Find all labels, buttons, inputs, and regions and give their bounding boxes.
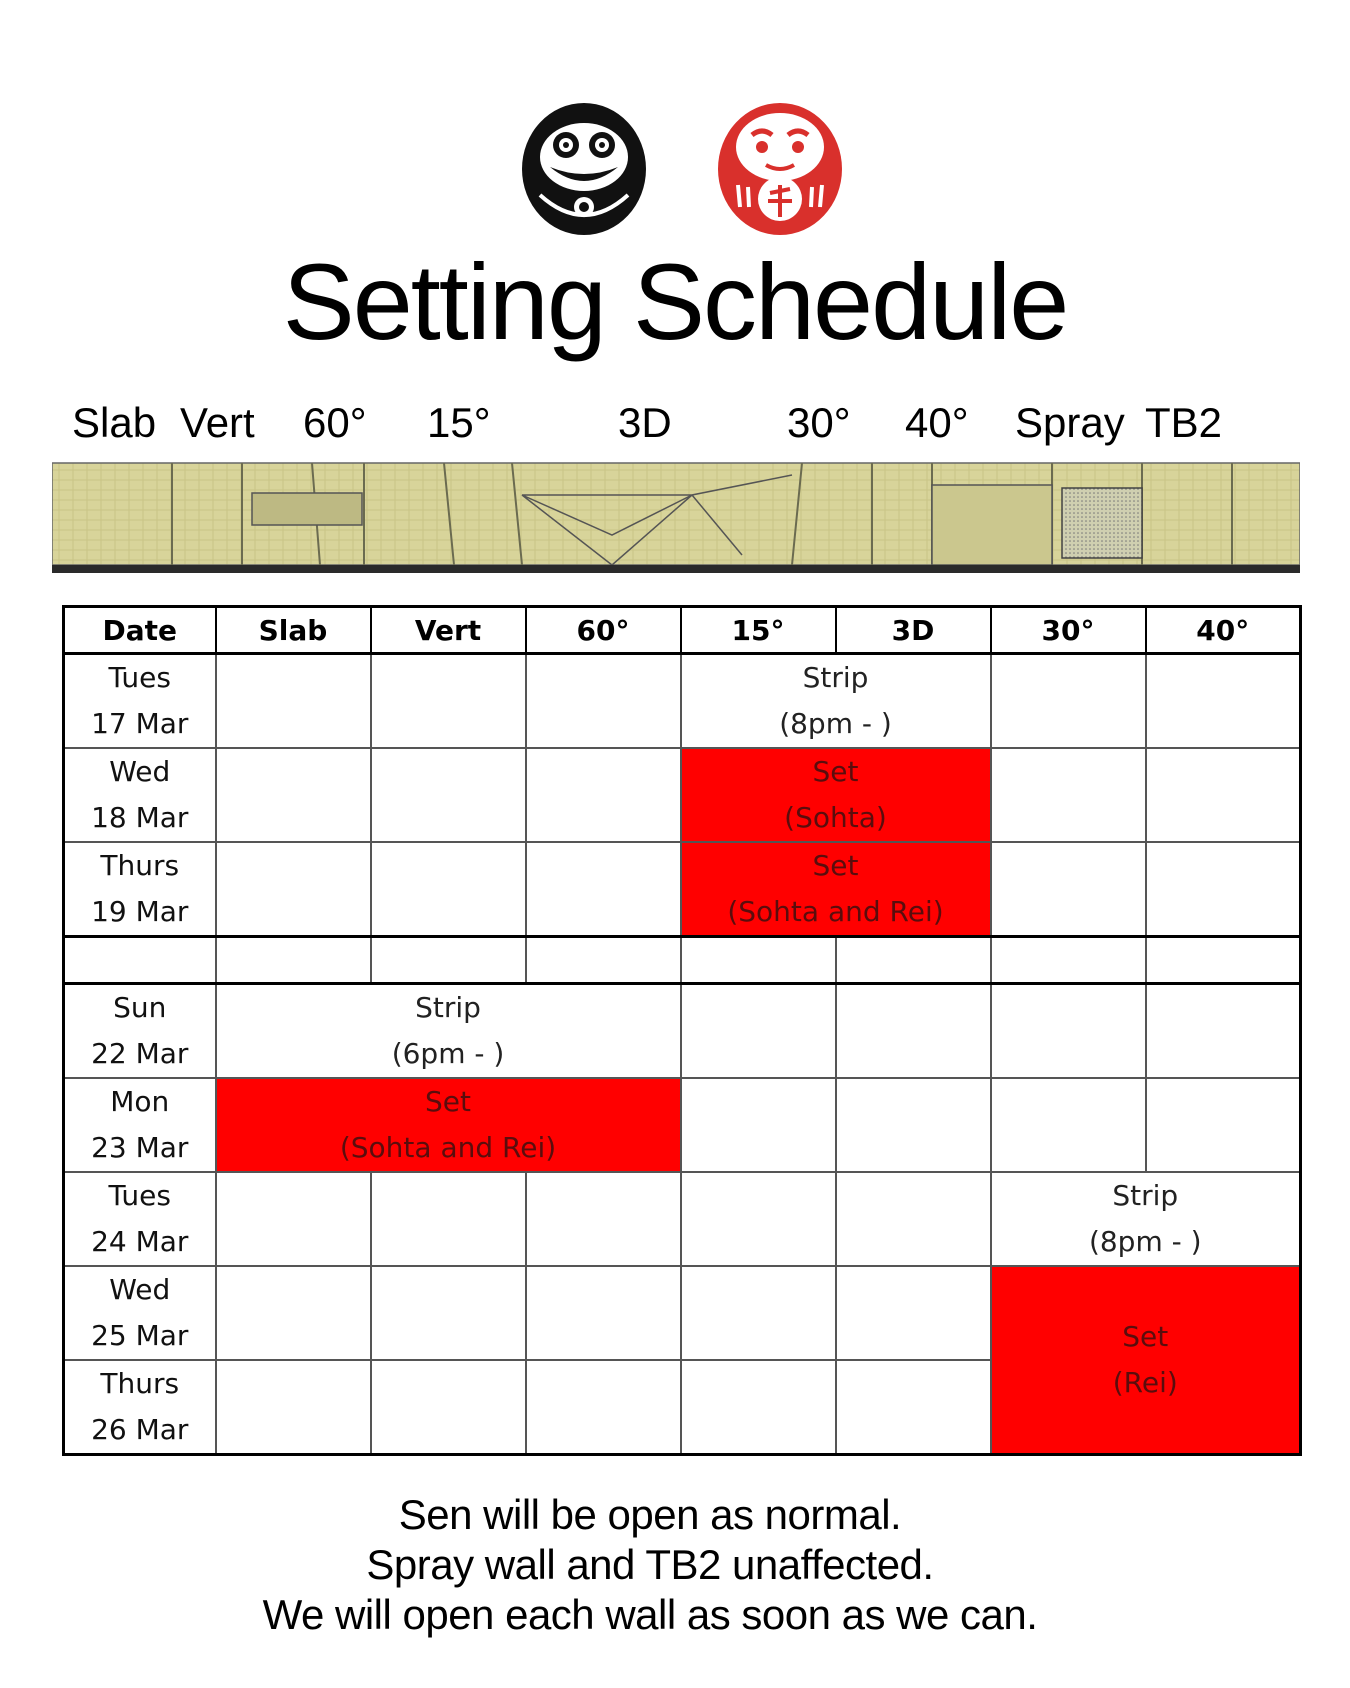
date-cell (64, 842, 216, 937)
footer-line: We will open each wall as soon as we can. (262, 1591, 1038, 1638)
date-day: Tues (108, 661, 171, 694)
empty-cell (836, 984, 991, 1079)
set-cell (681, 842, 991, 937)
event-detail: (8pm - ) (779, 707, 892, 740)
empty-cell (526, 1360, 681, 1455)
wall-label-30: 30° (787, 399, 851, 446)
empty-cell (526, 654, 681, 749)
wall-labels (0, 399, 1350, 452)
daruma-red-icon (718, 103, 842, 235)
wall-label-tb2: TB2 (1145, 399, 1223, 446)
date-cell (64, 748, 216, 842)
page-title: Setting Schedule (282, 241, 1068, 362)
empty-cell (836, 937, 991, 984)
empty-cell (526, 1266, 681, 1360)
empty-cell (836, 1266, 991, 1360)
footer-line: Sen will be open as normal. (398, 1491, 902, 1538)
event-detail: (Rei) (1112, 1366, 1178, 1399)
empty-cell (1146, 654, 1301, 749)
empty-cell (1146, 842, 1301, 937)
date-date: 23 Mar (91, 1131, 189, 1164)
event-label: Set (812, 755, 859, 788)
empty-cell (216, 842, 371, 937)
date-cell (64, 984, 216, 1079)
event-label: Set (812, 849, 859, 882)
logos (520, 95, 850, 240)
set-cell (681, 748, 991, 842)
table-row (64, 748, 1301, 842)
date-cell (64, 1078, 216, 1172)
empty-cell (216, 654, 371, 749)
set-cell (991, 1266, 1301, 1455)
empty-cell (216, 1172, 371, 1266)
empty-cell (991, 937, 1146, 984)
empty-cell (216, 1266, 371, 1360)
date-day: Thurs (100, 1367, 180, 1400)
event-detail: (6pm - ) (391, 1037, 505, 1070)
date-date: 18 Mar (91, 801, 189, 834)
date-date: 24 Mar (91, 1225, 189, 1258)
date-date: 19 Mar (91, 895, 189, 928)
empty-cell (526, 842, 681, 937)
table-row (64, 1266, 1301, 1360)
empty-cell (371, 842, 526, 937)
date-date: 22 Mar (91, 1037, 189, 1070)
empty-cell (526, 1172, 681, 1266)
date-date: 26 Mar (91, 1413, 189, 1446)
header-date: Date (64, 607, 216, 654)
set-cell (216, 1078, 681, 1172)
header-15: 15° (681, 607, 836, 654)
date-day: Wed (109, 755, 171, 788)
empty-cell (991, 842, 1146, 937)
header-vert: Vert (371, 607, 526, 654)
wall-label-spray: Spray (1015, 399, 1125, 446)
empty-cell (1146, 984, 1301, 1079)
table-row (64, 842, 1301, 937)
empty-cell (991, 1078, 1146, 1172)
date-cell (64, 1360, 216, 1455)
table-header-row (64, 607, 1301, 654)
event-detail: (Sohta and Rei) (727, 895, 944, 928)
date-cell (64, 1266, 216, 1360)
wall-label-60: 60° (303, 399, 367, 446)
empty-cell (1146, 937, 1301, 984)
daruma-black-white-icon (522, 103, 646, 235)
empty-cell (836, 1078, 991, 1172)
date-day: Thurs (100, 849, 180, 882)
date-date: 17 Mar (91, 707, 189, 740)
empty-cell (371, 937, 526, 984)
footer-line: Spray wall and TB2 unaffected. (366, 1541, 934, 1588)
empty-cell (526, 748, 681, 842)
empty-cell (371, 748, 526, 842)
empty-cell (991, 654, 1146, 749)
empty-cell (836, 1172, 991, 1266)
date-day: Mon (110, 1085, 170, 1118)
strip-cell (681, 654, 991, 749)
empty-cell (371, 1360, 526, 1455)
empty-cell (371, 1172, 526, 1266)
strip-cell (991, 1172, 1301, 1266)
event-label: Strip (1112, 1179, 1179, 1212)
table-row (64, 1078, 1301, 1172)
empty-cell (371, 1266, 526, 1360)
empty-cell (991, 984, 1146, 1079)
empty-cell (216, 937, 371, 984)
empty-cell (681, 937, 836, 984)
date-date: 25 Mar (91, 1319, 189, 1352)
wall-label-40: 40° (905, 399, 969, 446)
date-cell (64, 1172, 216, 1266)
event-detail: (Sohta) (784, 801, 887, 834)
empty-cell (681, 984, 836, 1079)
date-day: Tues (108, 1179, 171, 1212)
spacer-row (64, 937, 1301, 984)
empty-cell (681, 1360, 836, 1455)
event-detail: (8pm - ) (1088, 1225, 1202, 1258)
event-label: Strip (415, 991, 481, 1024)
empty-cell (681, 1266, 836, 1360)
wall-label-3d: 3D (618, 399, 672, 446)
footer-notes (0, 1490, 1300, 1640)
header-60: 60° (526, 607, 681, 654)
table-row (64, 984, 1301, 1079)
empty-cell (64, 937, 216, 984)
table-row (64, 654, 1301, 749)
empty-cell (991, 748, 1146, 842)
event-detail: (Sohta and Rei) (339, 1131, 557, 1164)
wall-label-15: 15° (427, 399, 491, 446)
wall-label-vert: Vert (180, 399, 255, 446)
empty-cell (1146, 748, 1301, 842)
header-3d: 3D (836, 607, 991, 654)
empty-cell (681, 1172, 836, 1266)
empty-cell (1146, 1078, 1301, 1172)
empty-cell (836, 1360, 991, 1455)
wall-illustration (52, 455, 1300, 575)
event-label: Set (425, 1085, 471, 1118)
strip-cell (216, 984, 681, 1079)
event-label: Strip (802, 661, 869, 694)
wall-label-slab: Slab (72, 399, 157, 446)
table-row (64, 1172, 1301, 1266)
empty-cell (681, 1078, 836, 1172)
date-cell (64, 654, 216, 749)
empty-cell (526, 937, 681, 984)
header-slab: Slab (216, 607, 371, 654)
empty-cell (216, 1360, 371, 1455)
setting-schedule-table (62, 605, 1302, 1456)
header-40: 40° (1146, 607, 1301, 654)
header-30: 30° (991, 607, 1146, 654)
date-day: Sun (113, 991, 167, 1024)
empty-cell (371, 654, 526, 749)
date-day: Wed (109, 1273, 171, 1306)
empty-cell (216, 748, 371, 842)
event-label: Set (1122, 1320, 1169, 1353)
